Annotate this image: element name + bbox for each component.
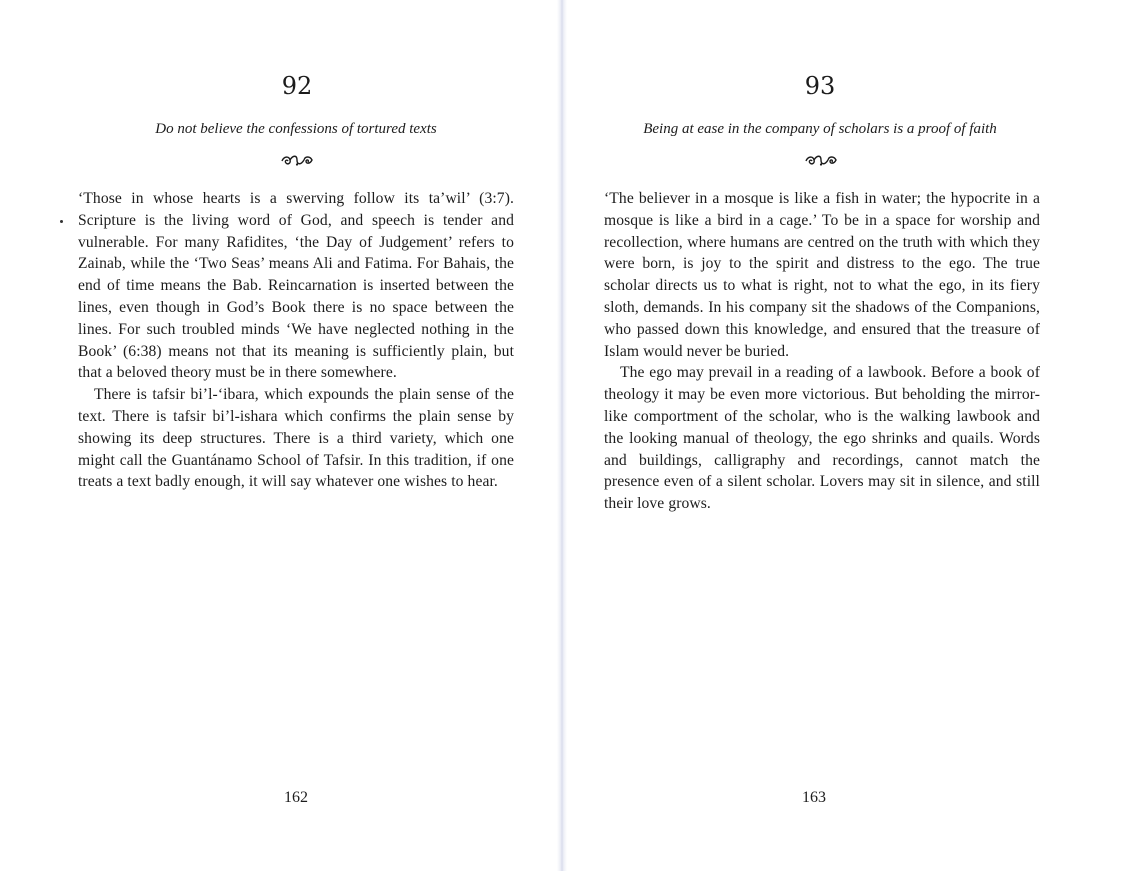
- paragraph: The ego may prevail in a reading of a lawbook. Before a book of theology it may be even more victorious. But beholding the mirror-like comportment of the scholar, who is the walking lawbook and the looking manual of theology, the ego shrinks and quails. Words and buildings, calligraphy and recordings, cannot match the presence even of a silent scholar. Lovers may sit in silence, and still their love grows.: [604, 364, 1040, 513]
- fleuron-ornament-icon: [804, 152, 838, 168]
- right-page: [564, 0, 1122, 871]
- chapter-subtitle: Being at ease in the company of scholars is a proof of faith: [643, 121, 997, 137]
- paragraph: There is tafsir bi’l-‘ibara, which expounds the plain sense of the text. There is tafsir bi’l-ishara which confirms the plain sense by showing its deep structures. There is a third variety, which one might call the Guantánamo School of Tafsir. In this tradition, if one treats a text badly enough, it will say whatever one wishes to hear.: [78, 386, 514, 491]
- chapter-number: 92: [281, 72, 313, 100]
- paragraph: ‘Those in whose hearts is a swerving follow its ta’wil’ (3:7). Scripture is the living word of God, and speech is tender and vulnerable. For many Rafidites, ‘the Day of Judgement’ refers to Zainab, while the ‘Two Seas’ means Ali and Fatima. For Bahais, the end of time means the Bab. Reincarnation is inserted between the lines, even though in God’s Book there is no space between the lines. For such troubled minds ‘We have neglected nothing in the Book’ (6:38) means not that its meaning is sufficiently plain, but that a beloved theory must be in there somewhere.: [78, 190, 514, 382]
- page-number: 162: [284, 789, 308, 806]
- stray-mark: [60, 220, 63, 223]
- left-page: [0, 0, 560, 871]
- fleuron-ornament-icon: [280, 152, 314, 168]
- body-text: [78, 188, 514, 493]
- page-number: 163: [802, 789, 826, 806]
- body-text: [604, 188, 1040, 515]
- paragraph: ‘The believer in a mosque is like a fish in water; the hypocrite in a mosque is like a bird in a cage.’ To be in a space for worship and recollection, where humans are centred on the truth with which they were born, is joy to the spirit and distress to the ego. The true scholar directs us to what is right, not to what the ego, in its fiery sloth, demands. In his company sit the shadows of the Companions, who passed down this knowledge, and ensured that the treasure of Islam would never be buried.: [604, 190, 1040, 360]
- chapter-number: 93: [804, 72, 836, 100]
- chapter-subtitle: Do not believe the confessions of tortured texts: [155, 121, 437, 137]
